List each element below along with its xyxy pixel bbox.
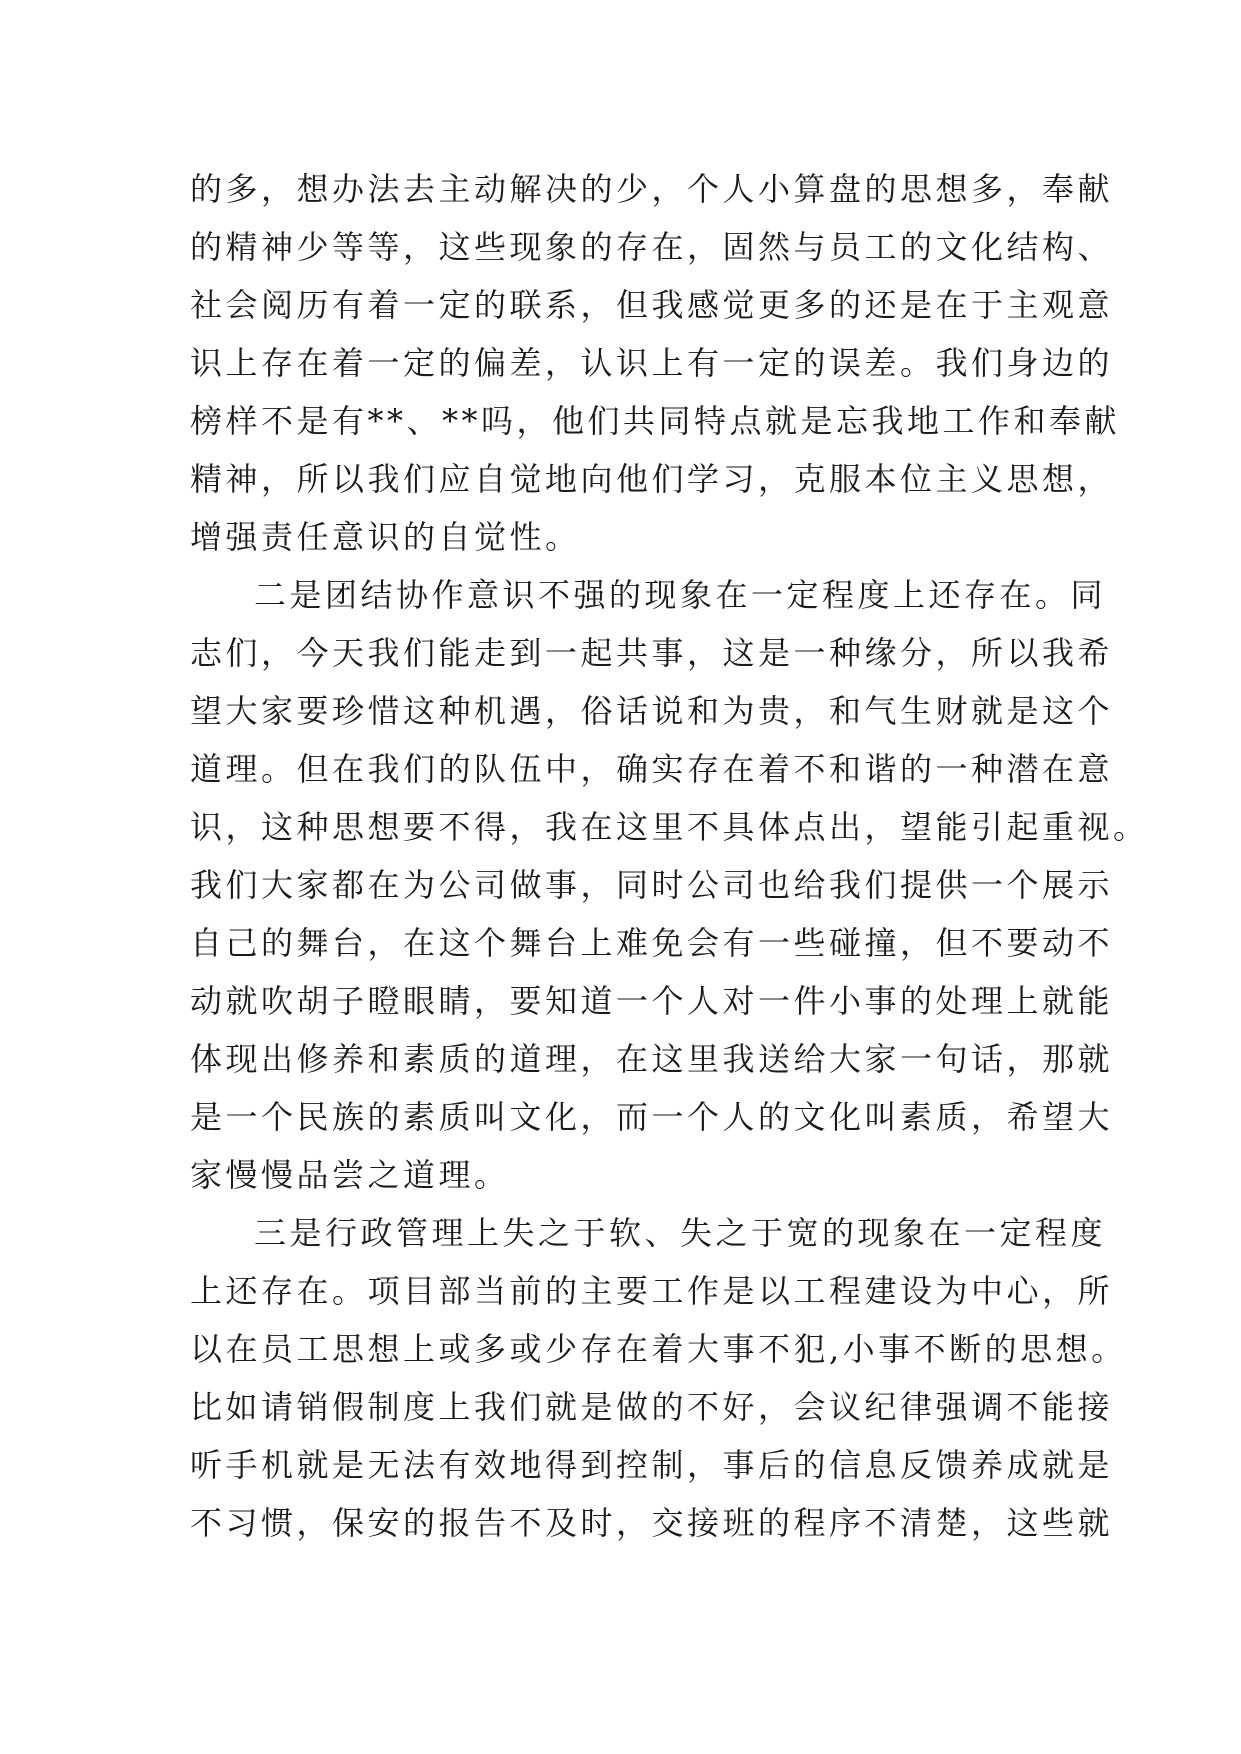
text-line: 我们大家都在为公司做事，同时公司也给我们提供一个展示	[190, 866, 1114, 904]
text-line: 动就吹胡子瞪眼睛，要知道一个人对一件小事的处理上就能	[190, 982, 1114, 1020]
text-line: 识上存在着一定的偏差，认识上有一定的误差。我们身边的	[190, 344, 1114, 382]
text-line: 识，这种思想要不得，我在这里不具体点出，望能引起重视。	[190, 808, 1149, 846]
text-line: 望大家要珍惜这种机遇，俗话说和为贵，和气生财就是这个	[190, 692, 1114, 730]
text-line: 志们，今天我们能走到一起共事，这是一种缘分，所以我希	[190, 634, 1114, 672]
text-line: 精神，所以我们应自觉地向他们学习，克服本位主义思想，	[190, 460, 1114, 498]
text-line: 是一个民族的素质叫文化，而一个人的文化叫素质，希望大	[190, 1098, 1114, 1136]
text-line: 听手机就是无法有效地得到控制，事后的信息反馈养成就是	[190, 1446, 1114, 1484]
text-line: 以在员工思想上或多或少存在着大事不犯,小事不断的思想。	[190, 1330, 1127, 1368]
text-line: 上还存在。项目部当前的主要工作是以工程建设为中心，所	[190, 1272, 1114, 1310]
text-line: 增强责任意识的自觉性。	[190, 518, 581, 556]
text-line: 不习惯，保安的报告不及时，交接班的程序不清楚，这些就	[190, 1504, 1114, 1542]
text-line: 的精神少等等，这些现象的存在，固然与员工的文化结构、	[190, 228, 1114, 266]
text-line: 社会阅历有着一定的联系，但我感觉更多的还是在于主观意	[190, 286, 1114, 324]
paragraph-3	[190, 1204, 1127, 1552]
paragraph-1	[190, 160, 1121, 566]
text-line: 二是团结协作意识不强的现象在一定程度上还存在。同	[254, 576, 1107, 614]
text-line: 比如请销假制度上我们就是做的不好，会议纪律强调不能接	[190, 1388, 1114, 1426]
text-line: 榜样不是有**、**吗，他们共同特点就是忘我地工作和奉献	[190, 402, 1121, 440]
text-line: 家慢慢品尝之道理。	[190, 1156, 510, 1194]
text-line: 道理。但在我们的队伍中，确实存在着不和谐的一种潜在意	[190, 750, 1114, 788]
text-line: 体现出修养和素质的道理，在这里我送给大家一句话，那就	[190, 1040, 1114, 1078]
document-body	[190, 160, 1149, 1552]
text-line: 三是行政管理上失之于软、失之于宽的现象在一定程度	[254, 1214, 1107, 1252]
text-line: 的多，想办法去主动解决的少，个人小算盘的思想多，奉献	[190, 170, 1114, 208]
text-line: 自己的舞台，在这个舞台上难免会有一些碰撞，但不要动不	[190, 924, 1114, 962]
paragraph-2	[190, 566, 1149, 1204]
